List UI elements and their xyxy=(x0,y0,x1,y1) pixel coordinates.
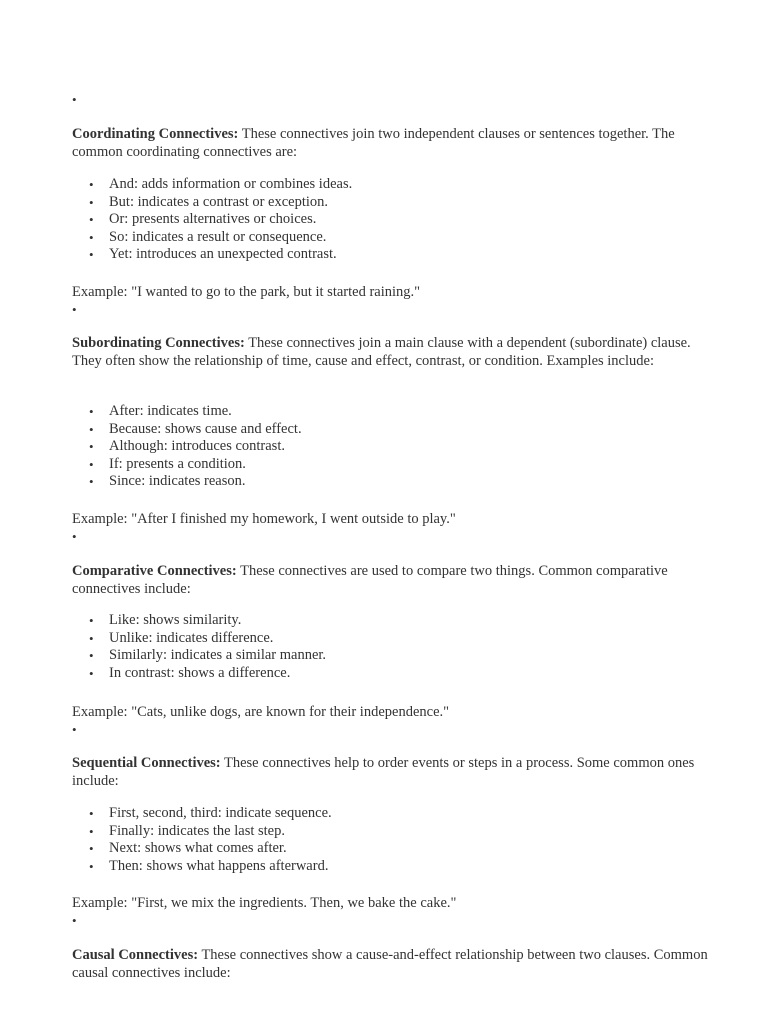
section-paragraph xyxy=(72,562,712,598)
connective-list xyxy=(72,612,326,682)
list-item: • In contrast: shows a difference. xyxy=(109,665,326,683)
section-paragraph xyxy=(72,334,712,370)
list-item: • Like: shows similarity. xyxy=(109,612,326,630)
outer-bullet: • xyxy=(72,913,77,928)
list-item: • Yet: introduces an unexpected contrast. xyxy=(109,246,352,264)
section-heading: Comparative Connectives: xyxy=(72,563,237,579)
list-item: • But: indicates a contrast or exception. xyxy=(109,194,352,212)
section-text: These connectives show a cause-and-effect relationship between two clauses. Common causal connectives include: xyxy=(72,947,708,981)
outer-bullet: • xyxy=(72,92,77,107)
example-text: Example: "Cats, unlike dogs, are known for their independence." xyxy=(72,704,450,720)
section-paragraph xyxy=(72,754,712,790)
list-item: • Unlike: indicates difference. xyxy=(109,630,326,648)
list-item: • Finally: indicates the last step. xyxy=(109,823,332,841)
section-text: These connectives join two independent clauses or sentences together. The common coordinating connectives are: xyxy=(72,126,675,160)
connective-list xyxy=(72,176,352,264)
section-heading: Coordinating Connectives: xyxy=(72,126,239,142)
list-item: • Or: presents alternatives or choices. xyxy=(109,211,352,229)
list-item: • If: presents a condition. xyxy=(109,456,302,474)
list-item: • First, second, third: indicate sequence. xyxy=(109,805,332,823)
connective-list xyxy=(72,805,332,875)
section-heading: Sequential Connectives: xyxy=(72,755,221,771)
list-item: • After: indicates time. xyxy=(109,403,302,421)
connective-list xyxy=(72,403,302,491)
list-item: • So: indicates a result or consequence. xyxy=(109,229,352,247)
example-text: Example: "After I finished my homework, I went outside to play." xyxy=(72,511,456,527)
outer-bullet: • xyxy=(72,302,77,317)
list-item: • Although: introduces contrast. xyxy=(109,438,302,456)
example-text: Example: "First, we mix the ingredients. Then, we bake the cake." xyxy=(72,895,457,911)
section-text: These connectives join a main clause with a dependent (subordinate) clause. They often show the relationship of time, cause and effect, contrast, or condition. Examples include: xyxy=(72,335,691,369)
section-paragraph xyxy=(72,946,712,982)
section-heading: Subordinating Connectives: xyxy=(72,335,245,351)
section-text: These connectives help to order events or steps in a process. Some common ones include: xyxy=(72,755,695,789)
list-item: • Because: shows cause and effect. xyxy=(109,421,302,439)
outer-bullet: • xyxy=(72,529,77,544)
section-text: These connectives are used to compare two things. Common comparative connectives include: xyxy=(72,563,668,597)
list-item: • Similarly: indicates a similar manner. xyxy=(109,647,326,665)
list-item: • Since: indicates reason. xyxy=(109,473,302,491)
list-item: • Next: shows what comes after. xyxy=(109,840,332,858)
list-item: • And: adds information or combines ideas. xyxy=(109,176,352,194)
example-text: Example: "I wanted to go to the park, but it started raining." xyxy=(72,284,421,300)
outer-bullet: • xyxy=(72,722,77,737)
list-item: • Then: shows what happens afterward. xyxy=(109,858,332,876)
section-paragraph xyxy=(72,125,712,161)
section-heading: Causal Connectives: xyxy=(72,947,199,963)
